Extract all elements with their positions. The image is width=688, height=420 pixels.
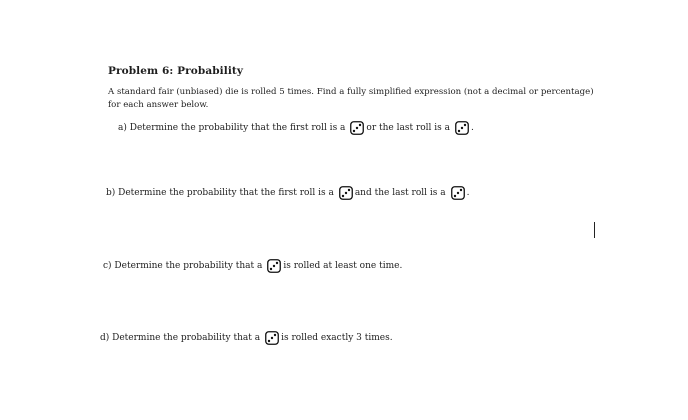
problem-intro: A standard fair (unbiased) die is rolled 5 times. Find a fully simplified expression (not a decimal or percentage) for each answer below. bbox=[108, 87, 594, 110]
question-b-text-1: b) Determine the probability that the first roll is a bbox=[106, 188, 334, 198]
question-a-text-2: or the last roll is a bbox=[366, 123, 451, 133]
question-c-text-2: is rolled at least one time. bbox=[283, 261, 403, 271]
die-three-icon bbox=[339, 186, 353, 200]
question-b-text-3: . bbox=[466, 188, 470, 198]
die-three-icon bbox=[265, 331, 279, 345]
question-d-text-1: d) Determine the probability that a bbox=[100, 333, 261, 343]
question-b-text-2: and the last roll is a bbox=[354, 188, 446, 198]
question-a bbox=[118, 121, 474, 135]
text-cursor bbox=[594, 222, 595, 238]
question-d-text-2: is rolled exactly 3 times. bbox=[281, 333, 393, 343]
question-a-text-1: a) Determine the probability that the first roll is a bbox=[118, 123, 346, 133]
question-c-text-1: c) Determine the probability that a bbox=[103, 261, 263, 271]
question-c bbox=[103, 259, 402, 273]
die-three-icon bbox=[350, 121, 364, 135]
question-b bbox=[106, 186, 469, 200]
die-three-icon bbox=[267, 259, 281, 273]
problem-title: Problem 6: Probability bbox=[108, 65, 244, 77]
die-three-icon bbox=[451, 186, 465, 200]
die-three-icon bbox=[455, 121, 469, 135]
question-a-text-3: . bbox=[471, 123, 474, 133]
question-d bbox=[100, 331, 393, 345]
